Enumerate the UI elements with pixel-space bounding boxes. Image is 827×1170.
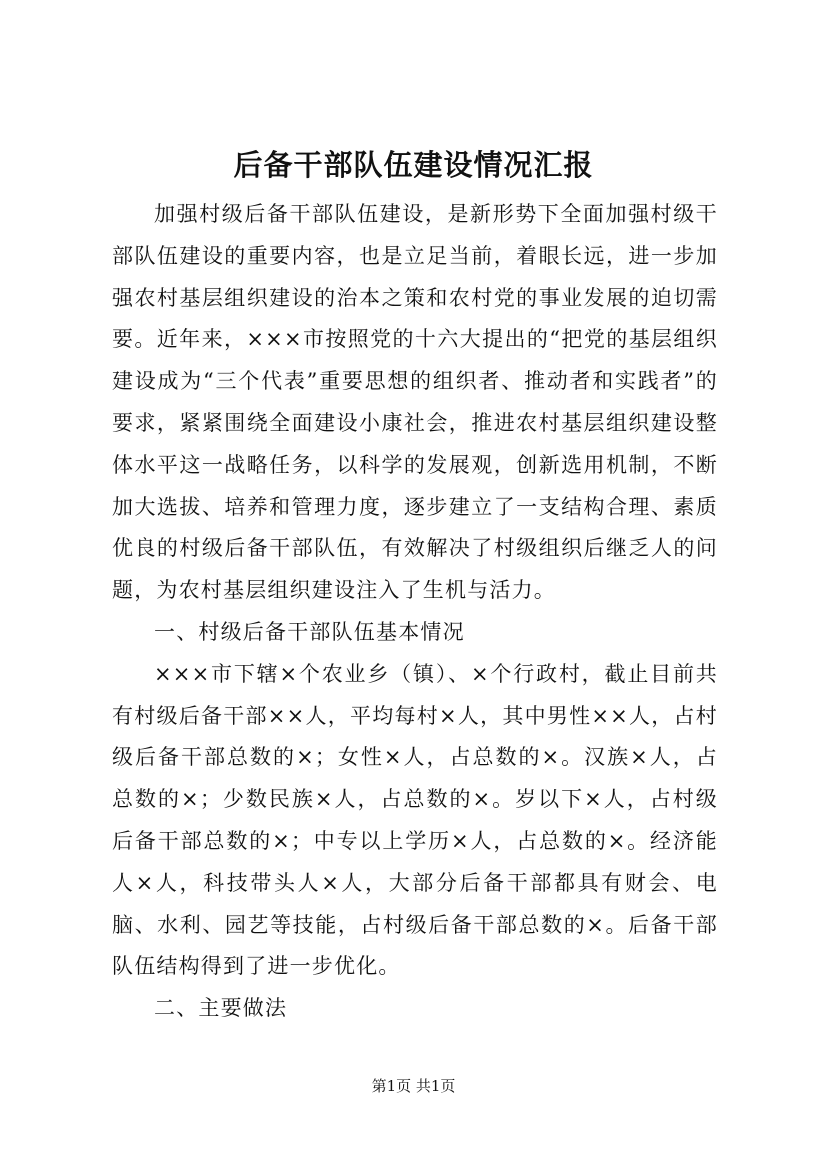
document-title: 后备干部队伍建设情况汇报: [233, 148, 594, 182]
paragraph-intro: 加强村级后备干部队伍建设，是新形势下全面加强村级干部队伍建设的重要内容，也是立足当前，着眼长远，进一步加强农村基层组织建设的治本之策和农村党的事业发展的迫切需要。近年来，×××市按照党的十六大提出的“把党的基层组织建设成为“三个代表”重要思想的组织者、推动者和实践者”的要求，紧紧围绕全面建设小康社会，推进农村基层组织建设整体水平这一战略任务，以科学的发展观，创新选用机制，不断加大选拔、培养和管理力度，逐步建立了一支结构合理、素质优良的村级后备干部队伍，有效解决了村级组织后继乏人的问题，为农村基层组织建设注入了生机与活力。: [112, 202, 718, 603]
document-body: [112, 194, 718, 1030]
section-heading-2: 二、主要做法: [154, 996, 288, 1021]
section-heading-1: 一、村级后备干部队伍基本情况: [154, 619, 465, 644]
page-footer: 第1页 共1页: [371, 1077, 456, 1095]
paragraph-basic-situation: ×××市下辖×个农业乡（镇）、×个行政村，截止目前共有村级后备干部××人，平均每村×人，其中男性××人，占村级后备干部总数的×；女性×人，占总数的×。汉族×人，占总数的×；少数民族×人，占总数的×。岁以下×人，占村级后备干部总数的×；中专以上学历×人，占总数的×。经济能人×人，科技带头人×人，大部分后备干部都具有财会、电脑、水利、园艺等技能，占村级后备干部总数的×。后备干部队伍结构得到了进一步优化。: [112, 661, 718, 979]
